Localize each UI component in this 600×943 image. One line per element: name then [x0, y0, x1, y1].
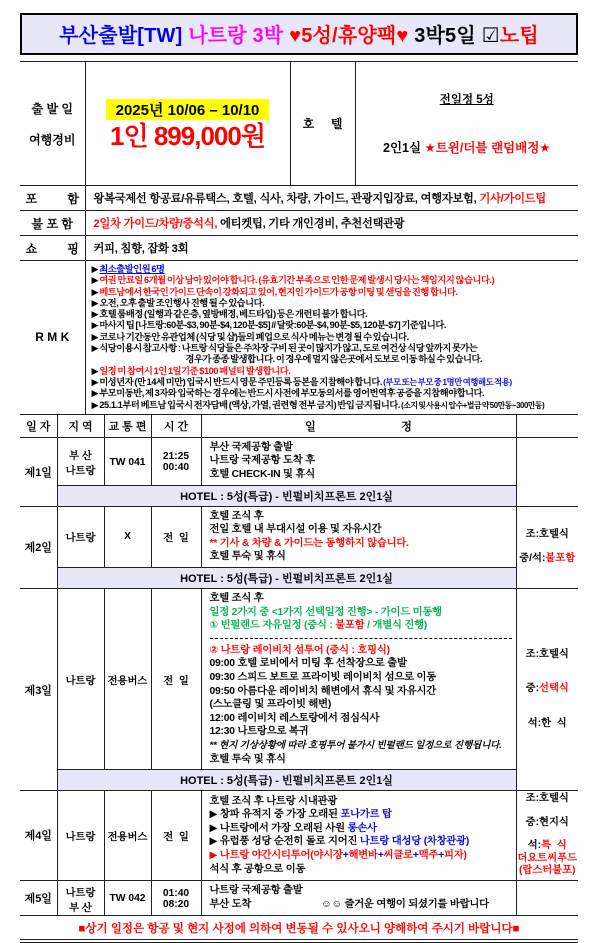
- text-line: [517, 865, 579, 878]
- text-segment: 최소출발인원 6명: [99, 264, 165, 274]
- day1-hotel-row: [20, 485, 578, 506]
- day3-time: [151, 589, 201, 770]
- text-line: ▶ 코로나 기간동안 유관업체 (식당 및 샵)들의 폐업으로 식사 메뉴는 변경 될 수 있습니다.: [91, 331, 409, 342]
- text-segment: 경우가 종종 발생합니다. 이 경우에 멀지 않은곳에서 도보로 이동 하실 수 있습니다.: [185, 354, 483, 365]
- text-line: [517, 661, 579, 672]
- day1-hotel-bar: HOTEL : 5성(특급) - 빈펄비치프론트 2인1실: [57, 485, 516, 506]
- text-segment: 나트랑 대성당 (차창관광): [359, 836, 470, 848]
- text-segment: ▶ 25.1.1부터 베트남 입국시 전자담배 (액상, 가열, 권련형 전부 금지) 반입 금지됩니다.: [91, 399, 402, 410]
- day2-itinerary: [201, 506, 516, 567]
- text-line: ▶ 호텔 룸배정 (일행과 같은층, 옆방배정, 베드타입) 등은 개런티 불가 합니다.: [91, 309, 368, 320]
- rmk-notes: [85, 261, 578, 415]
- text-segment: ▶ 나트랑 야간시티투어(야시장: [209, 849, 343, 861]
- text-segment: ② 나트랑 레이비치 섬투어 (중식 : 호핑식): [209, 644, 390, 656]
- day4-region: [57, 791, 104, 881]
- text-segment: +: [377, 849, 384, 861]
- day2-hotel-bar: HOTEL : 5성(특급) - 빈펄비치프론트 2인1실: [57, 568, 516, 589]
- text-line: [210, 898, 516, 912]
- text-line: ▶ 오전, 오후 출발 조인행사 진행 될 수 있습니다.: [91, 297, 265, 308]
- day5-time: [151, 880, 201, 915]
- text-line: [517, 707, 579, 718]
- text-line: [92, 264, 579, 275]
- day3-hotel-bar: HOTEL : 5성(특급) - 빈펄비치프론트 2인1실: [57, 770, 516, 791]
- text-segment: (랍스터불포): [518, 865, 576, 877]
- text-segment: ▶: [91, 264, 100, 274]
- day3-label: 제3일: [20, 589, 57, 791]
- day4-transport: 전용버스: [104, 791, 151, 881]
- text-segment: 맥주: [418, 849, 439, 861]
- header-meals: [516, 415, 578, 438]
- header-time: 시 간: [151, 415, 201, 438]
- text-line: [210, 644, 516, 658]
- text-line: 나트랑: [65, 887, 96, 899]
- text-segment: 일정 미 참여시 1인 1일기준 $100 패널티 발생합니다.: [99, 365, 291, 376]
- text-line: [517, 672, 579, 683]
- text-segment: ♥5성/휴양팩♥: [289, 25, 409, 47]
- day2-hotel-row: [20, 568, 578, 589]
- text-line: 부 산: [69, 451, 92, 463]
- departure-date-label: 출 발 일: [31, 101, 73, 116]
- text-segment: 2인1실: [383, 141, 425, 155]
- text-segment: 기사/가이드팁: [479, 193, 547, 205]
- text-line: 조:호텔식: [525, 529, 569, 541]
- day3-region: [57, 589, 104, 770]
- text-line: 09:50 아름다운 레이비치 해변에서 휴식 및 자유시간: [209, 685, 436, 697]
- text-segment: 노팁: [499, 25, 539, 47]
- day4-meals: [516, 791, 578, 881]
- text-line: ▶ 마사지 팁 [나트랑:60분-$3, 90분-$4, 120분-$5] // 달랏:60분-$4, 90분-$5, 120분-$7] 기준입니다.: [91, 320, 446, 331]
- text-line: 12:30 나트랑으로 복귀: [209, 726, 309, 738]
- hotel-room-text: [357, 138, 578, 156]
- text-segment: ** 현지 기상상황에 따라 호핑투어 불가시 빈펄랜드 일정으로 진행됩니다.: [209, 739, 502, 751]
- text-segment: (부모 또는 부모 중 1명만 여행해도 적용): [383, 376, 512, 387]
- text-line: 석식 후 공항으로 이동: [209, 863, 306, 875]
- day5-itinerary: [201, 880, 516, 915]
- text-segment: 여권 만료일 6개월 이상 남아 있어야 합니다. (유효기간 부족으로 인한 문제 발생시 당사는 책임지지 않습니다.): [99, 275, 495, 286]
- text-line: 전일 호텔 내 부대시설 이용 및 자유시간: [209, 524, 382, 536]
- text-segment: 부산출발[TW]: [59, 25, 183, 47]
- departure-date-highlight: 2025년 10/06 – 10/10: [106, 99, 270, 120]
- day2-time: [151, 506, 201, 567]
- day4-time: [151, 791, 201, 881]
- text-segment: ▶: [91, 275, 100, 286]
- text-line: [92, 275, 579, 286]
- text-line: 전 일: [163, 675, 189, 687]
- hotel-label: 호 텔: [290, 62, 355, 186]
- exclude-row: [20, 211, 578, 236]
- text-line: 호텔 투숙 및 휴식: [209, 551, 286, 563]
- text-line: [517, 553, 579, 566]
- text-segment: +: [342, 849, 349, 861]
- day4-row: [20, 791, 578, 881]
- travel-cost-label: 여행경비: [29, 132, 76, 147]
- text-line: (스노클링 및 프라이빗 해변): [209, 699, 332, 711]
- text-line: 나트랑: [65, 466, 96, 478]
- header-itinerary: 일 정: [201, 415, 516, 438]
- schedule-table: [20, 415, 578, 916]
- text-segment: ▶ 창파 유적지 중 가장 오래된: [209, 809, 341, 821]
- text-line: [92, 400, 579, 411]
- text-line: [210, 619, 516, 633]
- text-line: 21:25: [162, 451, 190, 463]
- text-segment: ① 빈펄랜드 자유일정 (중식 :: [209, 620, 336, 632]
- day4-itinerary: [201, 791, 516, 881]
- day3-transport: 전용버스: [104, 589, 151, 770]
- day1-meals: [516, 437, 578, 506]
- text-line: 호텔 조식 후 나트랑 시내관광: [209, 795, 338, 807]
- day2-meals: [516, 506, 578, 588]
- text-segment: 일정 2가지 중 <1가지 선택일정 진행> - 가이드 미동행: [209, 606, 442, 618]
- day3-hotel-row: [20, 770, 578, 791]
- text-segment: 부산 도착: [209, 898, 252, 910]
- text-segment: 중/석:: [519, 552, 546, 564]
- text-line: [210, 537, 516, 551]
- day2-region: [57, 506, 104, 567]
- text-segment: 선택식: [539, 683, 569, 695]
- text-line: [92, 366, 579, 377]
- day1-time: [151, 437, 201, 485]
- text-segment: 포나가르 탑: [340, 809, 392, 821]
- text-line: [517, 542, 579, 553]
- day4-label: 제4일: [20, 791, 57, 881]
- text-line: 부산 국제공항 출발: [209, 441, 293, 453]
- text-line: 전 일: [163, 831, 189, 843]
- text-segment: +: [412, 849, 419, 861]
- text-segment: 불포함: [335, 620, 365, 632]
- text-segment: ☑: [481, 25, 500, 47]
- text-line: 나트랑 국제공항 도착 후: [209, 455, 315, 467]
- text-line: [210, 822, 516, 836]
- text-line: 00:40: [162, 462, 190, 474]
- shopping-text: [85, 236, 578, 261]
- day1-region: [57, 437, 104, 485]
- text-line: 나트랑: [65, 831, 96, 843]
- text-line: 호텔 조식 후: [209, 593, 264, 605]
- date-price-cell: [85, 62, 290, 186]
- text-line: [92, 287, 579, 298]
- text-line: [210, 739, 516, 753]
- text-segment: 왕복국제선 항공료/유류택스, 호텔, 식사, 차량, 가이드, 관광지입장료, 여행자보험,: [93, 193, 480, 205]
- text-segment: 불포함: [545, 552, 576, 564]
- departure-cost-labels: [20, 62, 85, 186]
- remarks-row: [20, 261, 578, 415]
- text-segment: ▶ 미성년자 (만 14세 미만) 입국시 반드시 영문 주민등록 등본을 지참해야 합니다.: [91, 376, 384, 387]
- text-segment: ☺☺ 즐거운 여행이 되셨기를 바랍니다: [321, 898, 489, 910]
- header-region: 지 역: [57, 415, 104, 438]
- text-line: [92, 354, 579, 365]
- text-line: 호텔 조식 후: [209, 510, 264, 522]
- text-line: 중:현지식: [525, 816, 569, 828]
- text-segment: ▶ 유럽풍 성당 순전히 돌로 지어진: [209, 836, 360, 848]
- header-day: 일 자: [20, 415, 57, 438]
- text-segment: 해변바: [348, 849, 378, 861]
- text-line: 나트랑: [65, 675, 96, 687]
- text-line: [517, 829, 579, 840]
- hotel-grade-text: 전일정 5성: [439, 94, 494, 106]
- day1-label: 제1일: [20, 437, 57, 506]
- text-line: 01:40: [162, 887, 190, 899]
- text-line: 석:한 식: [527, 717, 567, 729]
- text-line: [210, 808, 516, 822]
- day5-label: 제5일: [20, 880, 57, 915]
- include-row: [20, 186, 578, 211]
- day3-itinerary: [201, 589, 516, 770]
- text-line: 09:30 스피드 보트로 프라이빗 레이비치 섬으로 이동: [209, 671, 436, 683]
- text-line: [210, 606, 516, 620]
- departure-price-hotel-row: [20, 62, 578, 186]
- text-line: 호텔 투숙 및 휴식: [209, 753, 286, 765]
- text-line: 조:호텔식: [525, 648, 569, 660]
- text-segment: 중:: [525, 683, 540, 695]
- text-line: [210, 835, 516, 849]
- shopping-label: 쇼 핑: [20, 236, 85, 261]
- price-text: 1인 899,000원: [110, 120, 265, 151]
- text-line: [92, 377, 579, 388]
- day2-label: 제2일: [20, 506, 57, 588]
- text-line: 12:00 레이비치 레스토랑에서 점심식사: [209, 712, 380, 724]
- text-segment: 더요트씨푸드: [517, 852, 578, 864]
- text-line: [517, 853, 579, 866]
- text-segment: 나트랑 3박: [182, 25, 290, 47]
- text-line: 08:20: [162, 898, 190, 910]
- footer-note: ■상기 일정은 항공 및 현지 사정에 의하여 변동될 수 있사오니 양해하여 주시기 바랍니다■: [20, 916, 578, 943]
- text-line: [210, 849, 516, 863]
- text-line: 전 일: [163, 533, 189, 545]
- text-segment: / 개별식 진행): [364, 620, 428, 632]
- rmk-label: R M K: [20, 261, 85, 415]
- header-transport: 교 통 편: [104, 415, 151, 438]
- include-text: [85, 186, 578, 211]
- text-segment: 에티켓팁, 기타 개인경비, 추천선택관광: [217, 218, 405, 230]
- day2-row: [20, 506, 578, 567]
- text-line: 조:호텔식: [525, 793, 569, 805]
- schedule-header-row: [20, 415, 578, 438]
- text-line: 09:00 호텔 로비에서 미팅 후 선착장으로 출발: [209, 658, 407, 670]
- day5-transport: TW 042: [104, 880, 151, 915]
- text-line: [517, 840, 579, 853]
- text-segment: ** 기사 & 차량 & 가이드는 동행하지 않습니다.: [209, 537, 409, 549]
- text-segment: 특 식: [541, 840, 567, 852]
- day1-transport: TW 041: [104, 437, 151, 485]
- text-segment: ▶: [91, 365, 100, 376]
- day2-transport: X: [104, 506, 151, 567]
- text-line: [517, 696, 579, 707]
- day5-region: [57, 880, 104, 915]
- day5-row: [20, 880, 578, 915]
- hotel-info-cell: [355, 62, 578, 186]
- text-segment: ★트윈/더블 랜덤배정★: [424, 141, 551, 155]
- text-segment: 2일차 가이드/차량/중석식,: [93, 218, 218, 230]
- shopping-row: [20, 236, 578, 261]
- page-title: [20, 13, 578, 55]
- day5-meals: [516, 880, 578, 915]
- trip-info-table: [20, 61, 578, 415]
- day3-row: [20, 589, 578, 770]
- day1-itinerary: [201, 437, 516, 485]
- text-segment: +: [438, 849, 445, 861]
- day3-meals: [516, 589, 578, 791]
- text-line: 호텔 CHECK-IN 및 휴식: [209, 469, 315, 481]
- text-line: 나트랑 국제공항 출발: [209, 885, 303, 897]
- text-line: 나트랑: [65, 533, 96, 545]
- text-line: [517, 806, 579, 817]
- text-line: 부 산: [69, 902, 92, 914]
- include-label: 포 함: [20, 186, 85, 211]
- text-segment: 피자): [444, 849, 467, 861]
- text-segment: 3박5일: [408, 25, 482, 47]
- dashed-separator: [210, 638, 512, 639]
- text-segment: 베트남에서 한국인 가이드 단속이 강화되고 있어, 현지인 가이드가 공항 미팅 및 샌딩을 진행 합니다.: [99, 286, 458, 297]
- text-segment: ▶ 나트랑에서 가장 오래된 사원: [209, 822, 348, 834]
- text-segment: ▶: [91, 286, 100, 297]
- text-segment: 롱손사: [347, 822, 377, 834]
- text-line: ▶ 식당이용시 참고사항 : 나트랑 식당들은 주차장 구비 된 곳이 많지가 않고, 도로 여건상 식당 앞까지 못가는: [91, 343, 478, 354]
- text-line: ▶ 부모미동반, 제 3자와 입국하는 경우에는 반드시 사전에 부모동의서를 영어번역후 공증을 지참해야합니다.: [91, 388, 485, 399]
- text-segment: (소지 및 사용시 압수+벌금 약 50만동~300만동): [401, 400, 545, 410]
- exclude-text: [85, 211, 578, 236]
- text-segment: 커피, 침향, 잡화 3회: [93, 243, 189, 255]
- exclude-label: 불 포 함: [20, 211, 85, 236]
- day1-row: [20, 437, 578, 485]
- text-segment: 석:: [527, 840, 542, 852]
- text-line: [517, 683, 579, 696]
- text-segment: 씨클로: [383, 849, 413, 861]
